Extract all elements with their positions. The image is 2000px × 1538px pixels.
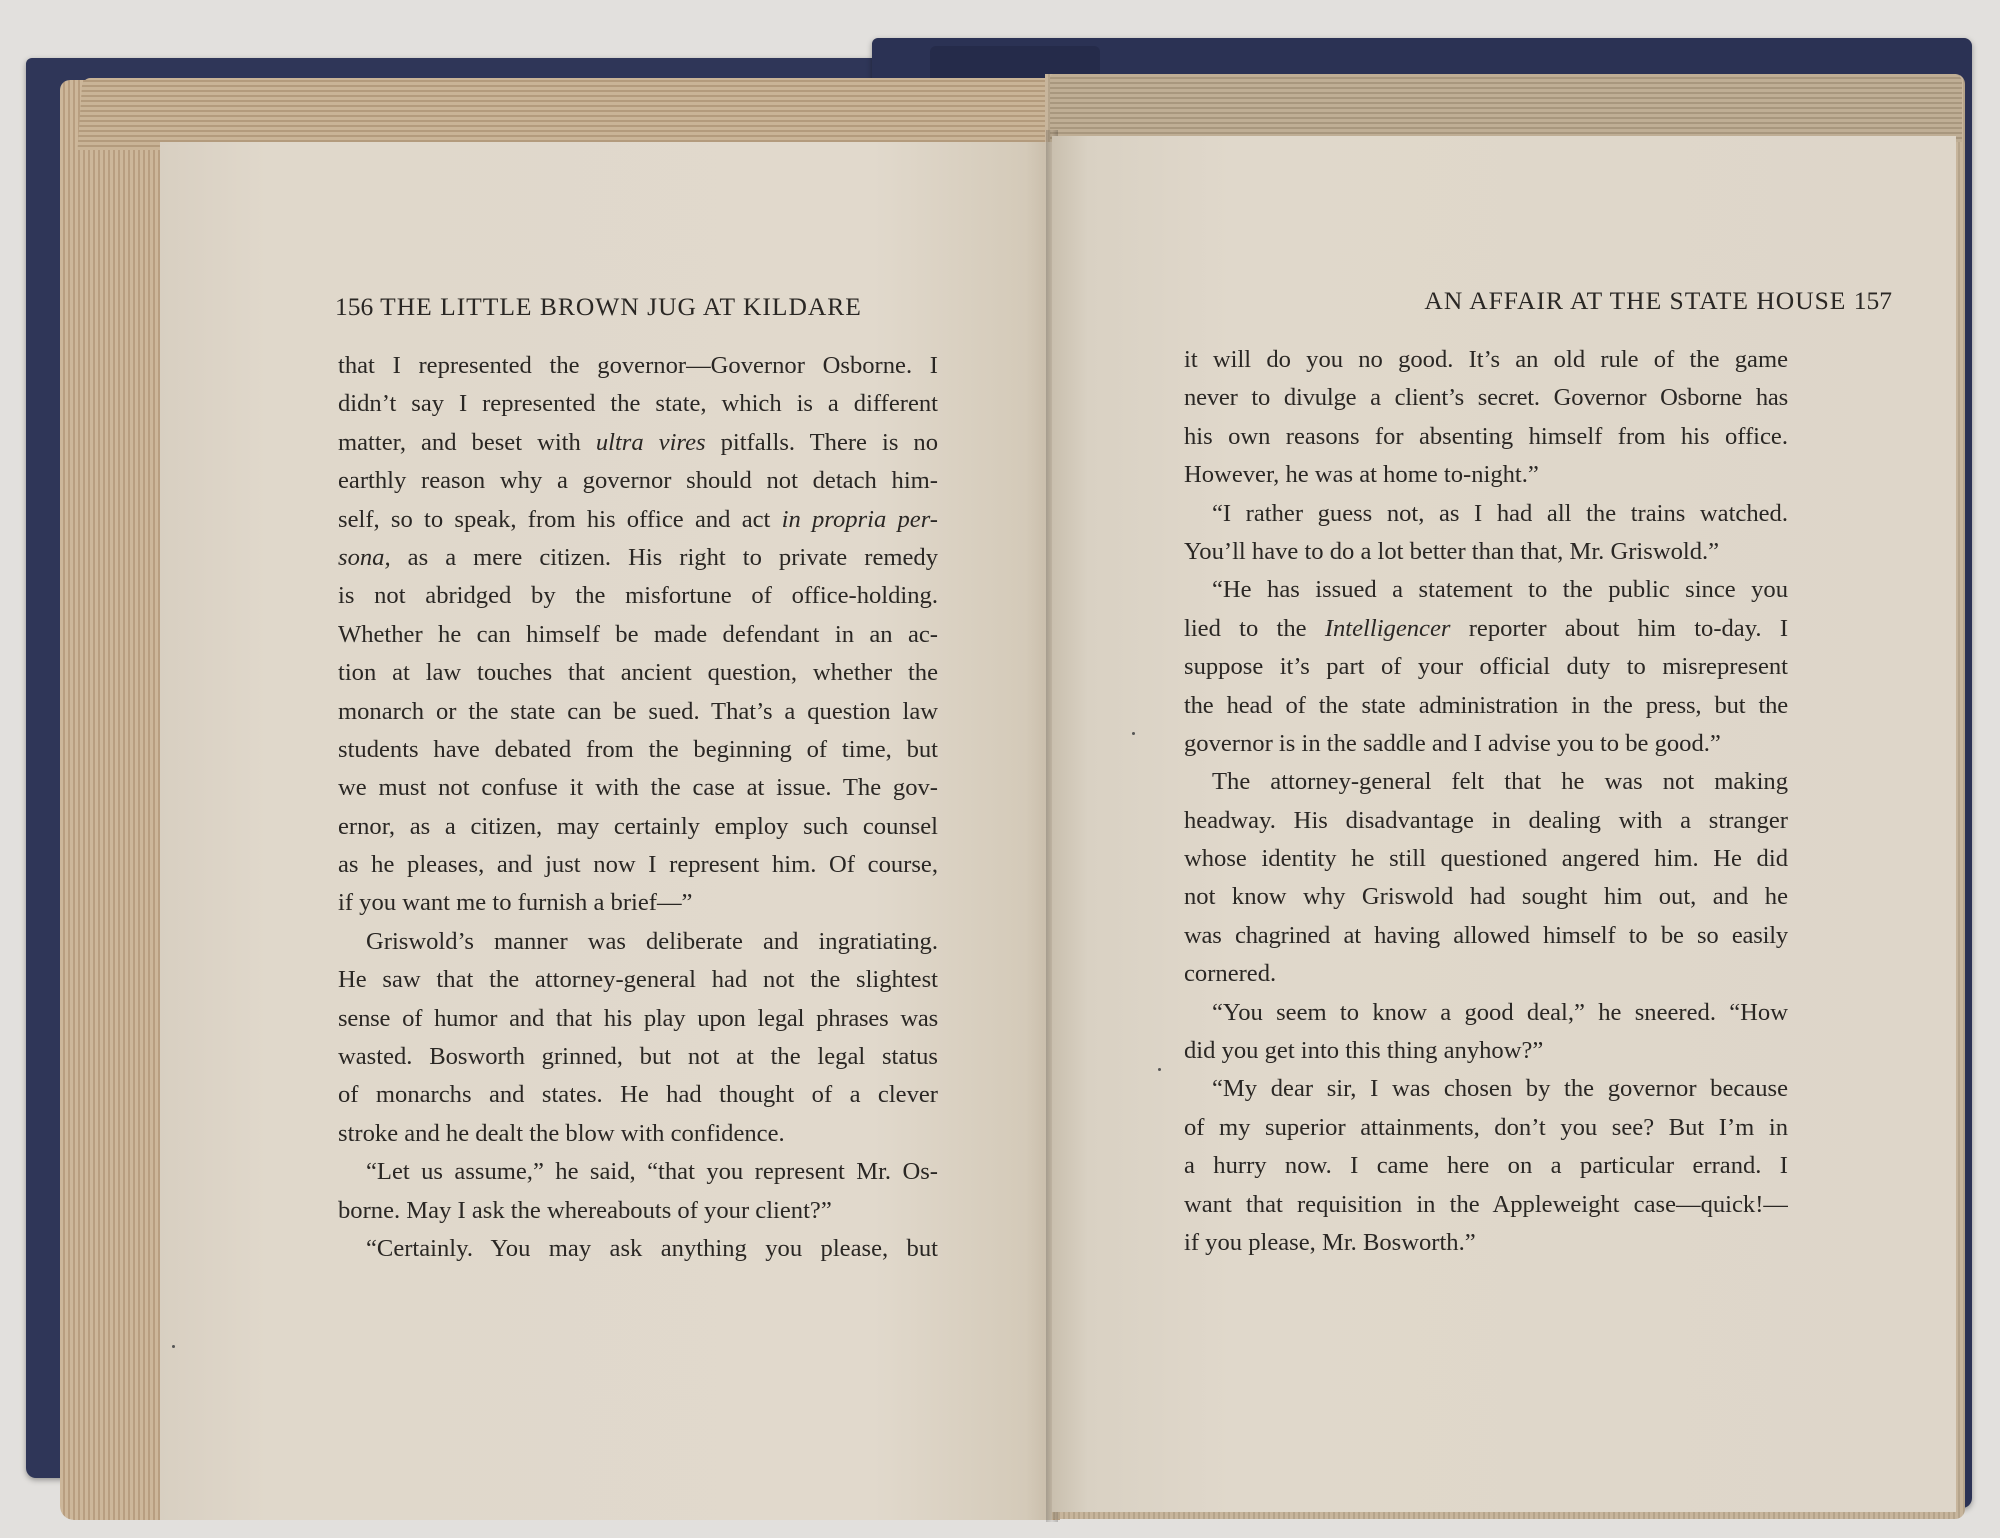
text-line: “He has issued a statement to the public since you bbox=[1212, 576, 1788, 604]
text-fragment: lied to the bbox=[1184, 614, 1325, 642]
text-line: students have debated from the beginning of time, but bbox=[338, 735, 938, 763]
text-line: as he pleases, and just now I represent him. Of course, bbox=[338, 851, 938, 879]
text-line: He saw that the attorney-general had not the slightest bbox=[338, 966, 938, 994]
text-line: headway. His disadvantage in dealing with a stranger bbox=[1184, 806, 1788, 834]
text-line: Whether he can himself be made defendant in an ac- bbox=[338, 620, 938, 648]
right-running-head bbox=[1424, 286, 1892, 316]
paper-speck bbox=[1132, 732, 1135, 735]
text-line: monarch or the state can be sued. That’s a question law bbox=[338, 697, 938, 725]
text-line: However, he was at home to-night.” bbox=[1184, 461, 1539, 489]
right-head-title: AN AFFAIR AT THE STATE HOUSE bbox=[1424, 286, 1847, 315]
italic-phrase: sona, bbox=[338, 543, 391, 571]
text-line bbox=[338, 501, 938, 539]
text-line bbox=[338, 424, 938, 462]
page-edges-top-left bbox=[77, 78, 1052, 150]
left-running-head bbox=[335, 292, 862, 322]
italic-phrase: ultra vires bbox=[595, 428, 706, 456]
text-line: “You seem to know a good deal,” he sneered. “How bbox=[1212, 998, 1788, 1026]
text-line: it will do you no good. It’s an old rule of the game bbox=[1184, 346, 1788, 373]
text-fragment: pitfalls. There is no bbox=[705, 428, 938, 456]
text-line: wasted. Bosworth grinned, but not at the legal status bbox=[338, 1043, 938, 1071]
left-body-text bbox=[338, 347, 938, 1268]
paper-speck bbox=[172, 1345, 175, 1348]
text-line: cornered. bbox=[1184, 960, 1277, 988]
text-line: “Let us assume,” he said, “that you represent Mr. Os- bbox=[366, 1158, 938, 1186]
text-line: that I represented the governor—Governor Osborne. I bbox=[338, 352, 938, 379]
left-page bbox=[160, 142, 1052, 1520]
text-line: of my superior attainments, don’t you see? But I’m in bbox=[1184, 1113, 1788, 1141]
text-line: tion at law touches that ancient question, whether the bbox=[338, 659, 938, 687]
left-head-title: THE LITTLE BROWN JUG AT KILDARE bbox=[380, 292, 862, 321]
text-line: whose identity he still questioned angered him. He did bbox=[1184, 845, 1788, 873]
text-line: borne. May I ask the whereabouts of your client?” bbox=[338, 1196, 832, 1224]
right-page bbox=[1052, 136, 1956, 1512]
text-line: “Certainly. You may ask anything you please, but bbox=[366, 1234, 938, 1262]
text-line: a hurry now. I came here on a particular errand. I bbox=[1184, 1152, 1788, 1180]
text-line: never to divulge a client’s secret. Governor Osborne has bbox=[1184, 384, 1788, 412]
text-line: “I rather guess not, as I had all the trains watched. bbox=[1212, 499, 1788, 527]
text-fragment: self, so to speak, from his office and act bbox=[338, 505, 782, 533]
text-line: we must not confuse it with the case at issue. The gov- bbox=[338, 774, 938, 802]
text-line bbox=[338, 539, 938, 577]
text-line: governor is in the saddle and I advise you to be good.” bbox=[1184, 729, 1721, 757]
text-fragment: reporter about him to-day. I bbox=[1450, 614, 1788, 642]
text-line: sense of humor and that his play upon legal phrases was bbox=[338, 1004, 938, 1032]
text-line: earthly reason why a governor should not detach him- bbox=[338, 467, 938, 495]
text-line: “My dear sir, I was chosen by the governor because bbox=[1212, 1075, 1788, 1103]
text-line: Griswold’s manner was deliberate and ingratiating. bbox=[366, 927, 938, 955]
text-line: stroke and he dealt the blow with confidence. bbox=[338, 1119, 785, 1147]
text-line: is not abridged by the misfortune of office-holding. bbox=[338, 582, 938, 610]
right-page-number: 157 bbox=[1853, 286, 1892, 315]
text-line: want that requisition in the Appleweight case—quick!— bbox=[1184, 1190, 1788, 1218]
text-line: of monarchs and states. He had thought of a clever bbox=[338, 1081, 938, 1109]
text-line: if you want me to furnish a brief—” bbox=[338, 889, 693, 917]
text-line: was chagrined at having allowed himself to be so easily bbox=[1184, 921, 1788, 949]
text-line: if you please, Mr. Bosworth.” bbox=[1184, 1228, 1476, 1256]
paper-speck bbox=[1158, 1068, 1161, 1071]
text-line: did you get into this thing anyhow?” bbox=[1184, 1037, 1544, 1065]
italic-phrase: Intelligencer bbox=[1324, 614, 1451, 642]
text-line: not know why Griswold had sought him out, and he bbox=[1184, 883, 1788, 911]
left-page-number: 156 bbox=[335, 292, 374, 321]
text-line bbox=[1184, 610, 1788, 648]
text-line: ernor, as a citizen, may certainly employ such counsel bbox=[338, 812, 938, 840]
right-body-text bbox=[1184, 341, 1788, 1262]
text-fragment: matter, and beset with bbox=[338, 428, 596, 456]
italic-phrase: in propria per- bbox=[781, 505, 938, 533]
text-line: didn’t say I represented the state, which is a different bbox=[338, 390, 938, 418]
text-line: You’ll have to do a lot better than that, Mr. Griswold.” bbox=[1184, 537, 1720, 565]
text-line: his own reasons for absenting himself from his office. bbox=[1184, 422, 1788, 450]
text-line: suppose it’s part of your official duty to misrepresent bbox=[1184, 653, 1788, 681]
text-line: The attorney-general felt that he was not making bbox=[1212, 768, 1788, 796]
page-edges-top-right bbox=[1050, 74, 1962, 142]
text-fragment: as a mere citizen. His right to private remedy bbox=[390, 543, 938, 571]
text-line: the head of the state administration in the press, but the bbox=[1184, 691, 1788, 719]
